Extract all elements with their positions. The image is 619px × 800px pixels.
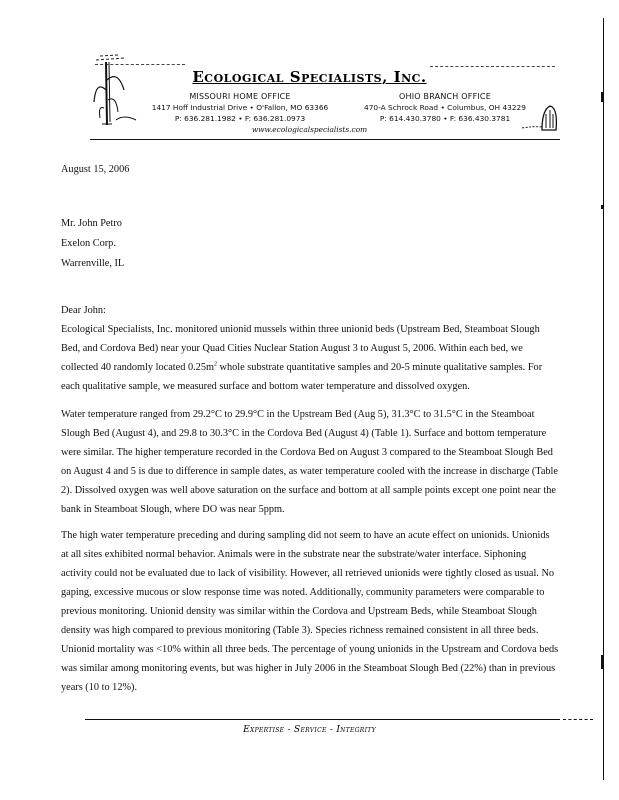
missouri-office-block — [140, 91, 340, 124]
paragraph-line: Unionid mortality was <10% within all three beds. The percentage of young unionids in the Upstream and Cordova beds — [61, 644, 559, 655]
recipient-name: Mr. John Petro — [61, 218, 122, 229]
company-name: Ecological Specialists, Inc. — [192, 68, 427, 86]
paragraph-line: previous monitoring. Unionid density was similar within the Cordova and Upstream Beds, while Steamboat Slough — [61, 606, 537, 617]
paragraph-line: The high water temperature preceding and during sampling did not seem to have an acute effect on unionids. Unionids — [61, 530, 550, 541]
paragraph-line: Ecological Specialists, Inc. monitored unionid mussels within three unionid beds (Upstream Bed, Steamboat Slough — [61, 324, 540, 335]
recipient-company: Exelon Corp. — [61, 238, 116, 249]
scan-edge-mark — [601, 655, 603, 669]
paragraph-line: at all sites exhibited normal behavior. Animals were in the substrate near the substrate/water interface. Siphoning — [61, 549, 527, 560]
paragraph-line: density was high compared to previous monitoring (Table 3). Species richness remained consistent in all three beds. — [61, 625, 539, 636]
paragraph-line: Water temperature ranged from 29.2°C to 29.9°C in the Upstream Bed (Aug 5), 31.3°C to 31.5°C in the Steamboat — [61, 409, 535, 420]
letterhead-rule — [90, 139, 560, 140]
paragraph-line: Bed, and Cordova Bed) near your Quad Cities Nuclear Station August 3 to August 5, 2006. Within each bed, we — [61, 343, 523, 354]
missouri-office-title: MISSOURI HOME OFFICE — [189, 92, 291, 101]
salutation: Dear John: — [61, 305, 106, 316]
letter-date: August 15, 2006 — [61, 164, 130, 175]
paragraph-line: Slough Bed (August 4), and 29.8 to 30.3°C in the Cordova Bed (August 4) (Table 1). Surface and bottom temperature — [61, 428, 547, 439]
recipient-city: Warrenville, IL — [61, 258, 125, 269]
ohio-office-address: 470-A Schrock Road • Columbus, OH 43229 — [364, 103, 526, 112]
paragraph-line: on August 4 and 5 is due to difference in sample dates, as water temperature cooled with the increase in discharge (Table — [61, 466, 558, 477]
paragraph-line: years (10 to 12%). — [61, 682, 138, 693]
missouri-office-phone: P: 636.281.1982 • F: 636.281.0973 — [174, 114, 306, 123]
paragraph-line: was similar among monitoring events, but was higher in July 2006 in the Steamboat Slough Bed (22%) than in previous — [61, 663, 556, 674]
scan-edge-mark — [601, 205, 603, 209]
paragraph-line: were similar. The higher temperature recorded in the Cordova Bed on August 3 compared to the Steamboat Slough Bed — [61, 447, 553, 458]
paragraph-line: gaping, excessive mucous or slow response time was noted. Additionally, community parameters were comparable to — [61, 587, 545, 598]
company-website: www.ecologicalspecialists.com — [251, 125, 368, 134]
footer-rule — [85, 719, 560, 720]
paragraph-line: each qualitative sample, we measured surface and bottom water temperature and dissolved oxygen. — [61, 381, 470, 392]
ohio-office-title: OHIO BRANCH OFFICE — [399, 92, 491, 101]
paragraph-line: bank in Steamboat Slough, where DO was near 5ppm. — [61, 504, 285, 515]
paragraph-line: collected 40 randomly located $0.25m^2$ whole substrate quantitative samples and 20-5 minute qualitative samples. For — [61, 361, 543, 373]
corn-plant-logo-icon — [90, 50, 140, 130]
scan-edge-mark — [601, 92, 603, 102]
letterhead-dash — [430, 66, 555, 67]
footer-motto: Expertise - Service - Integrity — [243, 725, 376, 735]
paragraph-line: 2). Dissolved oxygen was well above saturation on the surface and bottom at all sample points except one point near the — [61, 485, 556, 496]
ohio-office-phone: P: 614.430.3780 • F: 636.430.3781 — [379, 114, 511, 123]
mussel-logo-icon — [520, 100, 560, 134]
paragraph-line: activity could not be evaluated due to lack of visibility. However, all retrieved unionids were tightly closed as usual. No — [61, 568, 555, 579]
ohio-office-block — [350, 91, 540, 124]
missouri-office-address: 1417 Hoff Industrial Drive • O'Fallon, MO 63366 — [151, 103, 329, 112]
footer-rule-dash — [563, 719, 593, 720]
